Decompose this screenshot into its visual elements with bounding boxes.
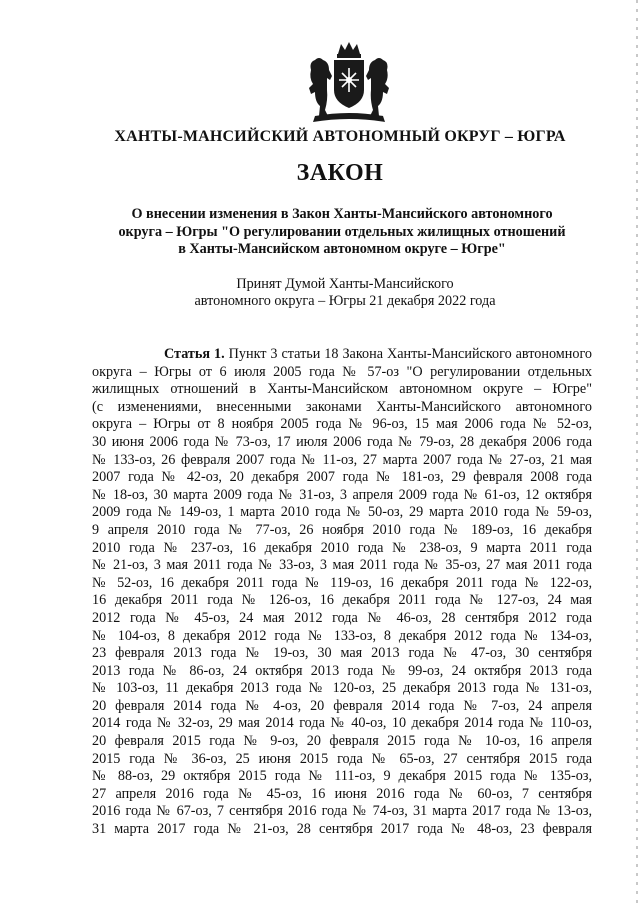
text-line: округа – Югры от 8 ноября 2005 года № 96-оз, 15 мая 2006 года № 52-оз,: [92, 416, 592, 433]
text-line: 23 февраля 2013 года № 19-оз, 30 мая 2013 года № 47-оз, 30 сентября: [92, 645, 592, 662]
article-label: Статья 1.: [164, 346, 225, 362]
text-line: № 21-оз, 3 мая 2011 года № 33-оз, 3 мая 2011 года № 35-оз, 27 мая 2011 года: [92, 557, 592, 574]
text-line: 2007 года № 42-оз, 20 декабря 2007 года № 181-оз, 29 февраля 2008 года: [92, 469, 592, 486]
region-heading: ХАНТЫ-МАНСИЙСКИЙ АВТОНОМНЫЙ ОКРУГ – ЮГРА: [114, 128, 566, 145]
adoption-line: Принят Думой Ханты-Мансийского: [236, 276, 454, 292]
article-1-text: [92, 346, 592, 839]
law-subject: [92, 206, 592, 259]
article-first-line: [92, 346, 592, 364]
text-line: 20 февраля 2015 года № 9-оз, 20 февраля 2015 года № 10-оз, 16 апреля: [92, 733, 592, 750]
text-line: № 88-оз, 29 октября 2015 года № 111-оз, 9 декабря 2015 года № 135-оз,: [92, 768, 592, 785]
text-line: 9 апреля 2010 года № 77-оз, 26 ноября 2010 года № 189-оз, 16 декабря: [92, 521, 592, 538]
text-line: 20 февраля 2014 года № 4-оз, 20 февраля 2014 года № 7-оз, 24 апреля: [92, 697, 592, 714]
text-line: 30 июня 2006 года № 73-оз, 17 июля 2006 года № 79-оз, 28 декабря 2006 года: [92, 433, 592, 450]
text-line: 2010 года № 237-оз, 16 декабря 2010 года № 238-оз, 9 марта 2011 года: [92, 539, 592, 556]
scan-edge-artifact: [636, 0, 638, 905]
text-line: 2012 года № 45-оз, 24 мая 2012 года № 46-оз, 28 сентября 2012 года: [92, 609, 592, 626]
text-line: 2015 года № 36-оз, 25 июня 2015 года № 65-оз, 27 сентября 2015 года: [92, 750, 592, 767]
adoption-note: [150, 276, 540, 310]
text-line: 2013 года № 86-оз, 24 октября 2013 года № 99-оз, 24 октября 2013 года: [92, 662, 592, 679]
text-line: 2014 года № 32-оз, 29 мая 2014 года № 40-оз, 10 декабря 2014 года № 110-оз,: [92, 715, 592, 732]
text-line: 27 апреля 2016 года № 45-оз, 16 июня 2016 года № 60-оз, 7 сентября: [92, 785, 592, 802]
text-line: № 18-оз, 30 марта 2009 года № 31-оз, 3 апреля 2009 года № 61-оз, 12 октября: [92, 486, 592, 503]
subject-line: в Ханты-Мансийском автономном округе – Югре": [178, 241, 506, 257]
text-line: жилищных отношений в Ханты-Мансийском автономном округе – Югре": [92, 381, 592, 398]
document-title: ЗАКОН: [296, 160, 384, 186]
subject-line: округа – Югры "О регулировании отдельных жилищных отношений: [118, 223, 566, 240]
adoption-line: автономного округа – Югры 21 декабря 2022 года: [194, 293, 496, 309]
text-line: (с изменениями, внесенными законами Ханты-Мансийского автономного: [92, 398, 592, 415]
coat-of-arms-icon: [301, 40, 397, 126]
text-line: № 133-оз, 26 февраля 2007 года № 11-оз, 27 марта 2007 года № 27-оз, 21 мая: [92, 451, 592, 468]
text-line: 2009 года № 149-оз, 1 марта 2010 года № 50-оз, 29 марта 2010 года № 59-оз,: [92, 504, 592, 521]
text-line: округа – Югры от 6 июля 2005 года № 57-оз "О регулировании отдельных: [92, 363, 592, 380]
text-line: № 103-оз, 11 декабря 2013 года № 120-оз, 25 декабря 2013 года № 131-оз,: [92, 680, 592, 697]
subject-line: О внесении изменения в Закон Ханты-Мансийского автономного: [131, 206, 553, 222]
text-line: 16 декабря 2011 года № 126-оз, 16 декабря 2011 года № 127-оз, 24 мая: [92, 592, 592, 609]
text-line: № 104-оз, 8 декабря 2012 года № 133-оз, 8 декабря 2012 года № 134-оз,: [92, 627, 592, 644]
article-lead: Пункт 3 статьи 18 Закона Ханты-Мансийского автономного: [228, 346, 592, 362]
text-line: № 52-оз, 16 декабря 2011 года № 119-оз, 16 декабря 2011 года № 122-оз,: [92, 574, 592, 591]
text-line: 2016 года № 67-оз, 7 сентября 2016 года № 74-оз, 31 марта 2017 года № 13-оз,: [92, 803, 592, 820]
text-line: 31 марта 2017 года № 21-оз, 28 сентября 2017 года № 48-оз, 23 февраля: [92, 821, 592, 838]
